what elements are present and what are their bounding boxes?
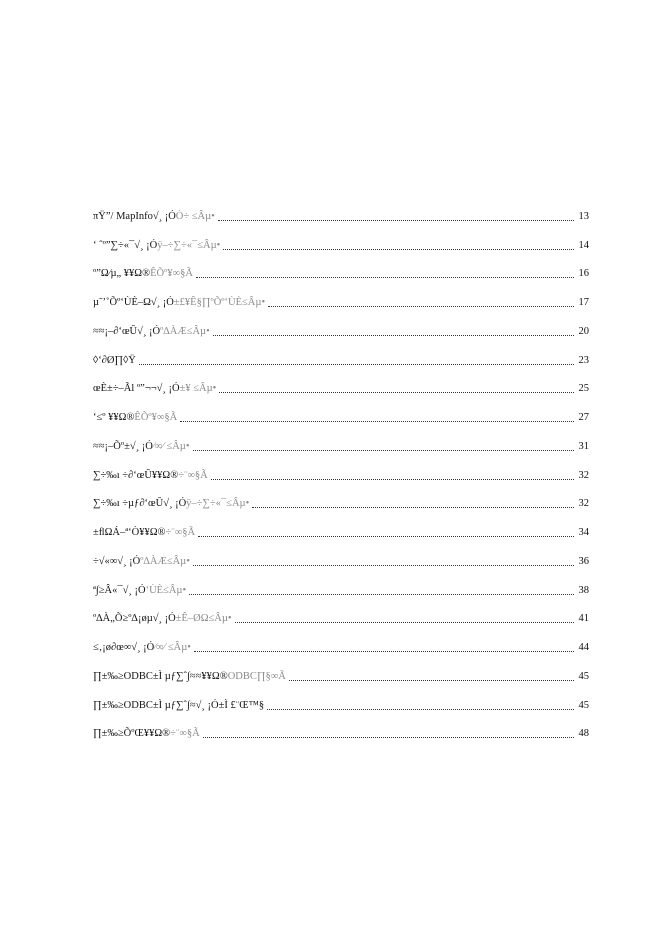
- toc-dot-leader: [219, 392, 574, 393]
- toc-entry-title-text: ∏±‰≥ÕºŒ¥¥Ω®: [93, 728, 171, 740]
- toc-entry[interactable]: [93, 310, 589, 339]
- toc-entry-title-suffix: ‘ÙÈ≤Âµ•: [145, 584, 187, 596]
- toc-dot-leader: [203, 737, 574, 738]
- toc-entry-title-suffix: º∆ÀÆ≤Âµ•: [160, 325, 210, 337]
- toc-entry[interactable]: [93, 626, 589, 655]
- toc-entry-title-suffix: ODBC∏§∞Ã: [227, 670, 286, 682]
- toc-entry-title: [93, 526, 195, 540]
- toc-entry-title-suffix: ÷¨∞§Ã: [170, 728, 200, 740]
- toc-dot-leader: [196, 277, 574, 278]
- toc-entry-title-text: ∑÷‰ı ÷∂‘œÛ¥¥Ω®: [93, 469, 179, 481]
- toc-dot-leader: [189, 594, 574, 595]
- toc-entry-title: [93, 239, 220, 253]
- toc-entry-title: [93, 411, 177, 425]
- toc-entry-title-text: ≈≈¡–Õº±√¸ ¡Ó: [93, 440, 153, 452]
- toc-page-number: 17: [578, 297, 589, 308]
- toc-dot-leader: [180, 421, 574, 422]
- toc-entry-title: [93, 354, 136, 368]
- toc-entry-title-text: ≤‚¡ø∂œ∞√¸ ¡Ó: [93, 642, 155, 653]
- toc-page-number: 25: [578, 383, 589, 395]
- toc-page-number: 45: [578, 670, 589, 682]
- toc-entry[interactable]: [93, 339, 589, 368]
- toc-entry-title-suffix: º∆ÀÆ≤Âµ•: [140, 555, 190, 567]
- toc-entry-title: [93, 440, 190, 454]
- toc-entry[interactable]: [93, 253, 589, 282]
- toc-entry[interactable]: [93, 713, 589, 742]
- toc-entry-title: [93, 497, 249, 511]
- toc-page-number: 20: [578, 325, 589, 337]
- toc-entry-title-text: º∆À„Õ≥º∆¡øµ√¸ ¡Ó: [93, 613, 176, 625]
- toc-entry-title: [93, 699, 264, 713]
- toc-page-number: 16: [578, 268, 589, 280]
- toc-entry-title-text: πŸ”/ MapInfo√¸ ¡Ó: [93, 210, 176, 222]
- toc-entry-title: [93, 670, 286, 684]
- toc-entry-title-suffix: ±¥ ≤Âµ•: [179, 383, 217, 395]
- toc-entry-title: [93, 296, 265, 310]
- toc-page-number: 34: [578, 527, 589, 538]
- toc-entry-title: [93, 469, 208, 483]
- toc-page-number: 36: [578, 555, 589, 567]
- toc-entry[interactable]: [93, 224, 589, 253]
- toc-entry-title-text: ∏±‰≥ODBC±Ì µƒ∑ˆ∫≈√¸ ¡Ó±Ì £¨Œ™§: [93, 699, 265, 711]
- toc-dot-leader: [211, 479, 574, 480]
- toc-dot-leader: [194, 651, 574, 652]
- toc-page-number: 45: [578, 699, 589, 711]
- toc-dot-leader: [267, 709, 574, 710]
- toc-page-number: 44: [578, 642, 589, 653]
- toc-entry-title: [93, 727, 200, 741]
- toc-entry[interactable]: [93, 396, 589, 425]
- toc-entry-title-text: ◊‘∂Ø∏◊Ÿ: [93, 354, 136, 366]
- toc-entry-title-suffix: ∕∞∕ ≤Âµ•: [152, 440, 190, 452]
- toc-entry-title: [93, 555, 190, 569]
- toc-entry[interactable]: [93, 368, 589, 397]
- toc-entry[interactable]: [93, 281, 589, 310]
- toc-entry[interactable]: [93, 655, 589, 684]
- toc-page-number: 31: [578, 440, 589, 452]
- toc-entry[interactable]: [93, 454, 589, 483]
- toc-entry-title: [93, 382, 216, 396]
- toc-entry-title-text: µ˜’˚Õº‘ÙÈ–Ω√¸ ¡Ó: [93, 297, 174, 308]
- toc-entry[interactable]: [93, 195, 589, 224]
- toc-entry-title: [93, 267, 193, 281]
- toc-page-number: 23: [578, 354, 589, 366]
- toc-page-number: 48: [578, 728, 589, 740]
- toc-dot-leader: [213, 335, 574, 336]
- toc-entry-title-suffix: ÷¨∞§Ã: [165, 527, 196, 538]
- toc-entry-title-suffix: ÿ–÷∑÷«¯≤Âµ•: [157, 239, 221, 251]
- toc-entry-title: [93, 210, 215, 224]
- toc-page-number: 38: [578, 584, 589, 596]
- toc-dot-leader: [193, 565, 574, 566]
- toc-dot-leader: [235, 622, 574, 623]
- toc-entry[interactable]: [93, 540, 589, 569]
- toc-entry-title-suffix: ÊÕº¥∞§Ã: [134, 412, 178, 423]
- toc-entry-title-text: ª∫≥Â«¯√¸ ¡Ó: [93, 584, 146, 596]
- toc-entry-title-suffix: ÷¨∞§Ã: [178, 469, 208, 481]
- toc-entry-title-text: ±ﬂΩÁ–ª‘Ò¥¥Ω®: [93, 527, 166, 538]
- toc-entry-title-text: œÈ±÷–Ãl º”¬¬√¸ ¡Ó: [93, 383, 180, 395]
- toc-dot-leader: [198, 536, 574, 537]
- toc-entry[interactable]: [93, 598, 589, 627]
- table-of-contents: [93, 195, 589, 741]
- toc-entry-title-text: ‘≤º ¥¥Ω®: [93, 412, 135, 423]
- toc-entry-title-suffix: Ò÷ ≤Âµ•: [175, 210, 215, 222]
- toc-entry-title-suffix: ÊÕº¥∞§Ã: [150, 268, 193, 280]
- toc-entry-title-text: ÷√«∞√¸ ¡Ó: [93, 555, 141, 567]
- toc-entry-title-suffix: ∕∞∕ ≤Âµ•: [154, 642, 191, 653]
- toc-page-number: 13: [578, 210, 589, 222]
- toc-dot-leader: [139, 364, 574, 365]
- toc-page-number: 32: [578, 469, 589, 481]
- toc-page-number: 14: [578, 239, 589, 251]
- toc-dot-leader: [252, 507, 574, 508]
- toc-entry-title-text: ∏±‰≥ODBC±Ì µƒ∑ˆ∫≈≈¥¥Ω®: [93, 670, 228, 682]
- toc-page-number: 32: [578, 498, 589, 510]
- toc-dot-leader: [268, 306, 574, 307]
- toc-entry[interactable]: [93, 511, 589, 540]
- toc-dot-leader: [218, 220, 574, 221]
- toc-entry-title: [93, 325, 210, 339]
- toc-dot-leader: [223, 249, 574, 250]
- toc-entry-title-suffix: ±£¥Ê§∏ºÕº‘ÙÈ≤Âµ•: [173, 297, 266, 308]
- toc-entry-title-suffix: ÿ–÷∑÷«¯≤Âµ•: [186, 498, 250, 510]
- toc-entry-title: [93, 641, 191, 655]
- toc-entry-title-suffix: ±Ê–ØΩ≤Âµ•: [175, 613, 232, 625]
- toc-entry-title-text: º”Ω⁄µ„ ¥¥Ω®: [93, 268, 151, 280]
- toc-entry[interactable]: [93, 425, 589, 454]
- toc-page-number: 27: [578, 412, 589, 423]
- toc-entry-title-text: ∑÷‰ı ÷µƒ∂‘œÛ√¸ ¡Ó: [93, 498, 187, 510]
- toc-entry-title-text: ‘ ˆº”∑÷«¯√¸ ¡Ó: [93, 239, 158, 251]
- toc-entry[interactable]: [93, 483, 589, 512]
- toc-dot-leader: [193, 450, 574, 451]
- toc-entry-title: [93, 612, 232, 626]
- toc-entry[interactable]: [93, 569, 589, 598]
- toc-entry[interactable]: [93, 684, 589, 713]
- toc-entry-title-text: ≈≈¡–∂‘œÛ√¸ ¡Ó: [93, 325, 161, 337]
- toc-page-number: 41: [578, 613, 589, 625]
- toc-dot-leader: [289, 680, 574, 681]
- toc-entry-title: [93, 584, 186, 598]
